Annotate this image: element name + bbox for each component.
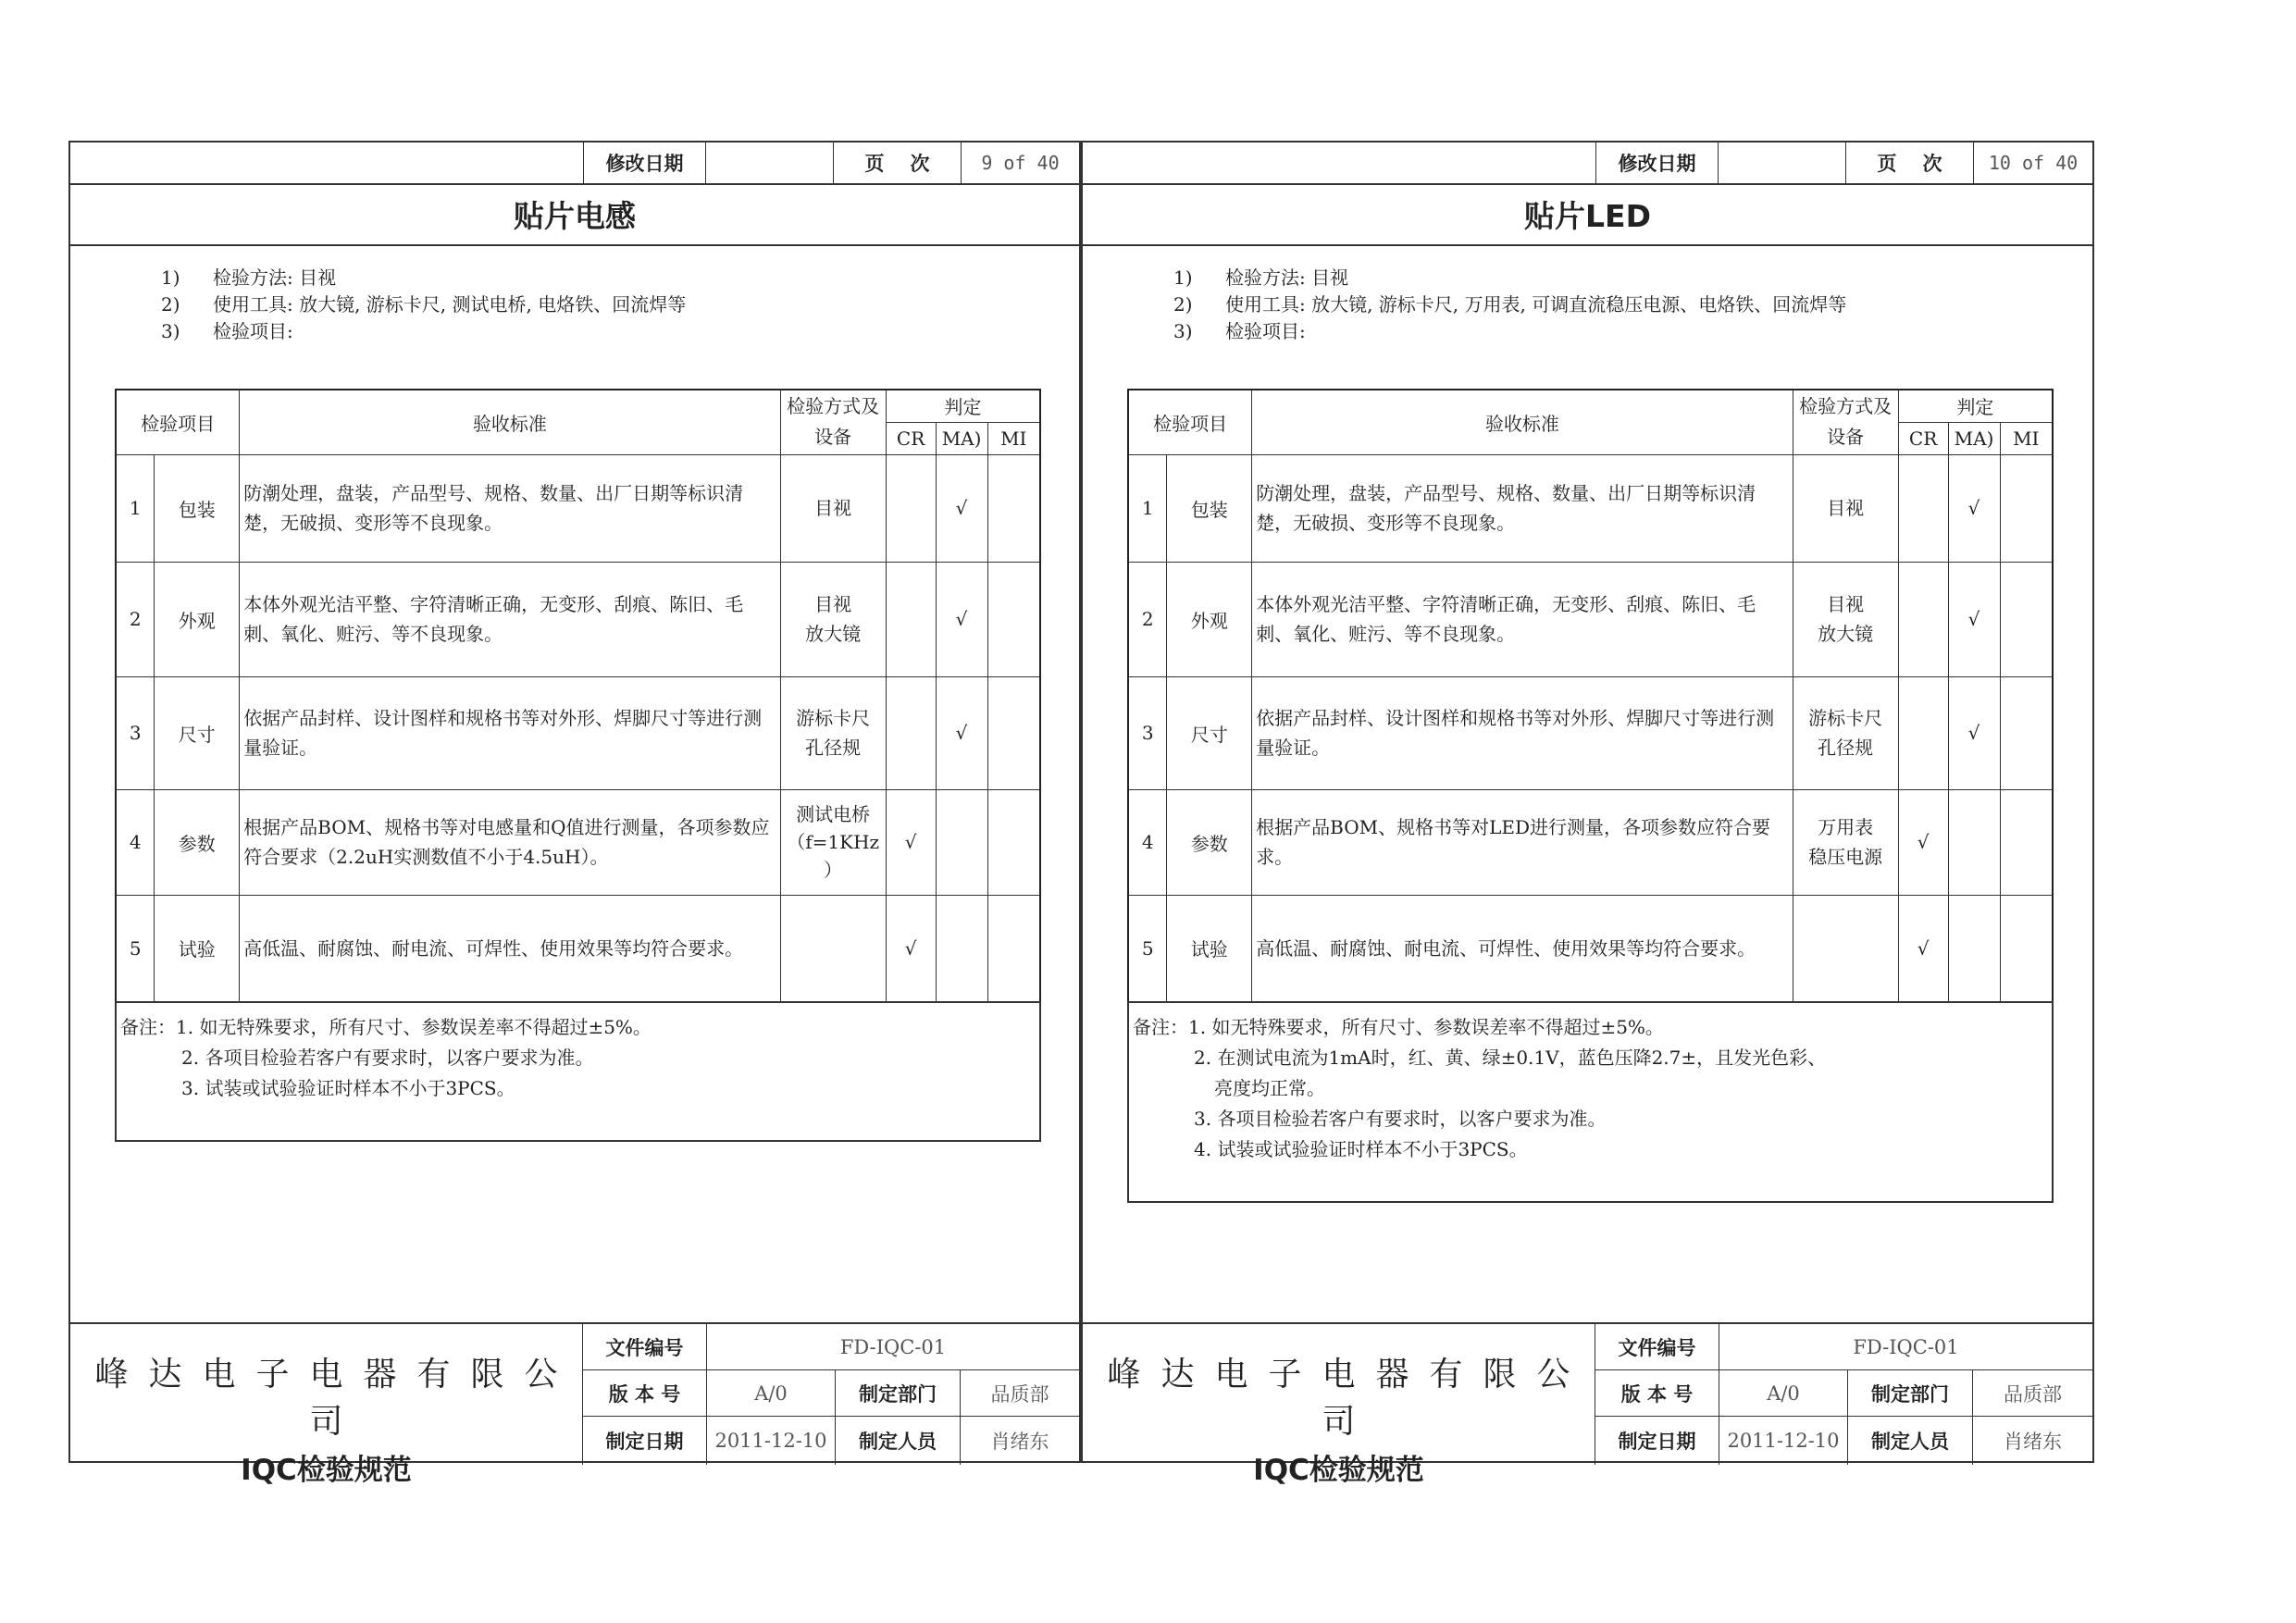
footer-info-table (582, 1324, 1079, 1465)
inspection-table (115, 389, 1041, 1142)
person-label: 制定人员 (835, 1417, 960, 1465)
page-number: 9 of 40 (961, 142, 1079, 183)
person-value: 肖绪东 (1972, 1417, 2092, 1465)
header-item: 检验项目 (1128, 390, 1252, 454)
footer-info-table (1595, 1324, 2092, 1465)
header-method: 检验方式及设备 (780, 390, 886, 454)
file-no-label: 文件编号 (1595, 1324, 1719, 1370)
person-value: 肖绪东 (960, 1417, 1079, 1465)
company-name: 峰达电子电器有限公司 (94, 1356, 578, 1441)
dept-label: 制定部门 (835, 1370, 960, 1417)
page-header (70, 142, 1079, 185)
remarks: 备注：1. 如无特殊要求，所有尺寸、参数误差率不得超过±5%。 2. 在测试电流为1mA时，红、黄、绿±0.1V，蓝色压降2.7±，且发光色彩、 亮度均正常。 3. 各项目检验若客户有要求时，以客户要求为准。 4. 试装或试验验证时样本不小于3PCS。 (1128, 1002, 2053, 1202)
intro-item: 1) 检验方法: 目视 (1173, 266, 1349, 289)
doc-title: IQC检验规范 (241, 1454, 412, 1487)
table-row: 5 试验 高低温、耐腐蚀、耐电流、可焊性、使用效果等均符合要求。 √ (1128, 895, 2053, 1002)
table-row: 3 尺寸 依据产品封样、设计图样和规格书等对外形、焊脚尺寸等进行测量验证。 游标卡尺 孔径规 √ (116, 676, 1040, 789)
date-label: 制定日期 (1595, 1417, 1719, 1465)
intro-item: 1) 检验方法: 目视 (161, 266, 337, 289)
page-number: 10 of 40 (1973, 142, 2092, 183)
page-title: 贴片电感 (70, 183, 1079, 246)
company-name: 峰达电子电器有限公司 (1107, 1356, 1591, 1441)
table-row: 1 包装 防潮处理，盘装，产品型号、规格、数量、出厂日期等标识清楚，无破损、变形等不良现象。 目视 √ (1128, 454, 2053, 562)
version-value: A/0 (706, 1370, 835, 1417)
remarks: 备注：1. 如无特殊要求，所有尺寸、参数误差率不得超过±5%。 2. 各项目检验若客户有要求时，以客户要求为准。 3. 试装或试验验证时样本不小于3PCS。 (116, 1002, 1040, 1141)
version-label: 版 本 号 (1595, 1370, 1719, 1417)
intro-item: 2) 使用工具: 放大镜, 游标卡尺, 测试电桥, 电烙铁、回流焊等 (161, 293, 687, 316)
document-page-right (1081, 141, 2094, 1487)
company-block (1083, 1324, 1595, 1487)
page-title: 贴片LED (1083, 183, 2092, 246)
file-no-value: FD-IQC-01 (706, 1324, 1079, 1370)
page-footer (70, 1322, 1079, 1487)
date-label: 制定日期 (582, 1417, 706, 1465)
page-label: 页次 (1845, 142, 1973, 183)
header-judge: 判定 (1898, 390, 2053, 422)
table-row: 4 参数 根据产品BOM、规格书等对LED进行测量，各项参数应符合要求。 万用表 稳压电源 √ (1128, 789, 2053, 895)
company-block (70, 1324, 582, 1487)
page-header (1083, 142, 2092, 185)
header-judge: 判定 (886, 390, 1040, 422)
intro-item: 2) 使用工具: 放大镜, 游标卡尺, 万用表, 可调直流稳压电源、电烙铁、回流焊等 (1173, 293, 1847, 316)
header-item: 检验项目 (116, 390, 240, 454)
intro-list (161, 265, 686, 345)
header-method: 检验方式及设备 (1793, 390, 1898, 454)
intro-item: 3) 检验项目: (1173, 320, 1306, 342)
person-label: 制定人员 (1847, 1417, 1972, 1465)
table-row: 1 包装 防潮处理，盘装，产品型号、规格、数量、出厂日期等标识清楚，无破损、变形等不良现象。 目视 √ (116, 454, 1040, 562)
table-row: 2 外观 本体外观光洁平整、字符清晰正确，无变形、刮痕、陈旧、毛刺、氧化、赃污、等不良现象。 目视 放大镜 √ (1128, 562, 2053, 676)
revise-date-value (1718, 142, 1845, 183)
file-no-value: FD-IQC-01 (1719, 1324, 2092, 1370)
version-value: A/0 (1719, 1370, 1847, 1417)
date-value: 2011-12-10 (706, 1417, 835, 1465)
page-label: 页次 (833, 142, 961, 183)
table-row: 2 外观 本体外观光洁平整、字符清晰正确，无变形、刮痕、陈旧、毛刺、氧化、赃污、等不良现象。 目视 放大镜 √ (116, 562, 1040, 676)
dept-value: 品质部 (1972, 1370, 2092, 1417)
document-page-left (68, 141, 1081, 1487)
date-value: 2011-12-10 (1719, 1417, 1847, 1465)
header-ma: MA) (936, 422, 987, 454)
page-footer (1083, 1322, 2092, 1487)
revise-date-value (705, 142, 833, 183)
inspection-table (1127, 389, 2054, 1203)
dept-label: 制定部门 (1847, 1370, 1972, 1417)
header-mi: MI (2000, 422, 2053, 454)
header-cr: CR (886, 422, 936, 454)
intro-item: 3) 检验项目: (161, 320, 293, 342)
header-standard: 验收标准 (1252, 390, 1793, 454)
table-row: 4 参数 根据产品BOM、规格书等对电感量和Q值进行测量，各项参数应符合要求（2.2uH实测数值不小于4.5uH）。 测试电桥 （f=1KHz ） √ (116, 789, 1040, 895)
intro-list (1173, 265, 1846, 345)
file-no-label: 文件编号 (582, 1324, 706, 1370)
header-standard: 验收标准 (240, 390, 781, 454)
version-label: 版 本 号 (582, 1370, 706, 1417)
table-row: 3 尺寸 依据产品封样、设计图样和规格书等对外形、焊脚尺寸等进行测量验证。 游标卡尺 孔径规 √ (1128, 676, 2053, 789)
table-row: 5 试验 高低温、耐腐蚀、耐电流、可焊性、使用效果等均符合要求。 √ (116, 895, 1040, 1002)
header-cr: CR (1898, 422, 1948, 454)
header-mi: MI (987, 422, 1040, 454)
doc-title: IQC检验规范 (1253, 1454, 1424, 1487)
revise-date-label: 修改日期 (583, 142, 705, 183)
dept-value: 品质部 (960, 1370, 1079, 1417)
header-ma: MA) (1948, 422, 2000, 454)
revise-date-label: 修改日期 (1595, 142, 1718, 183)
